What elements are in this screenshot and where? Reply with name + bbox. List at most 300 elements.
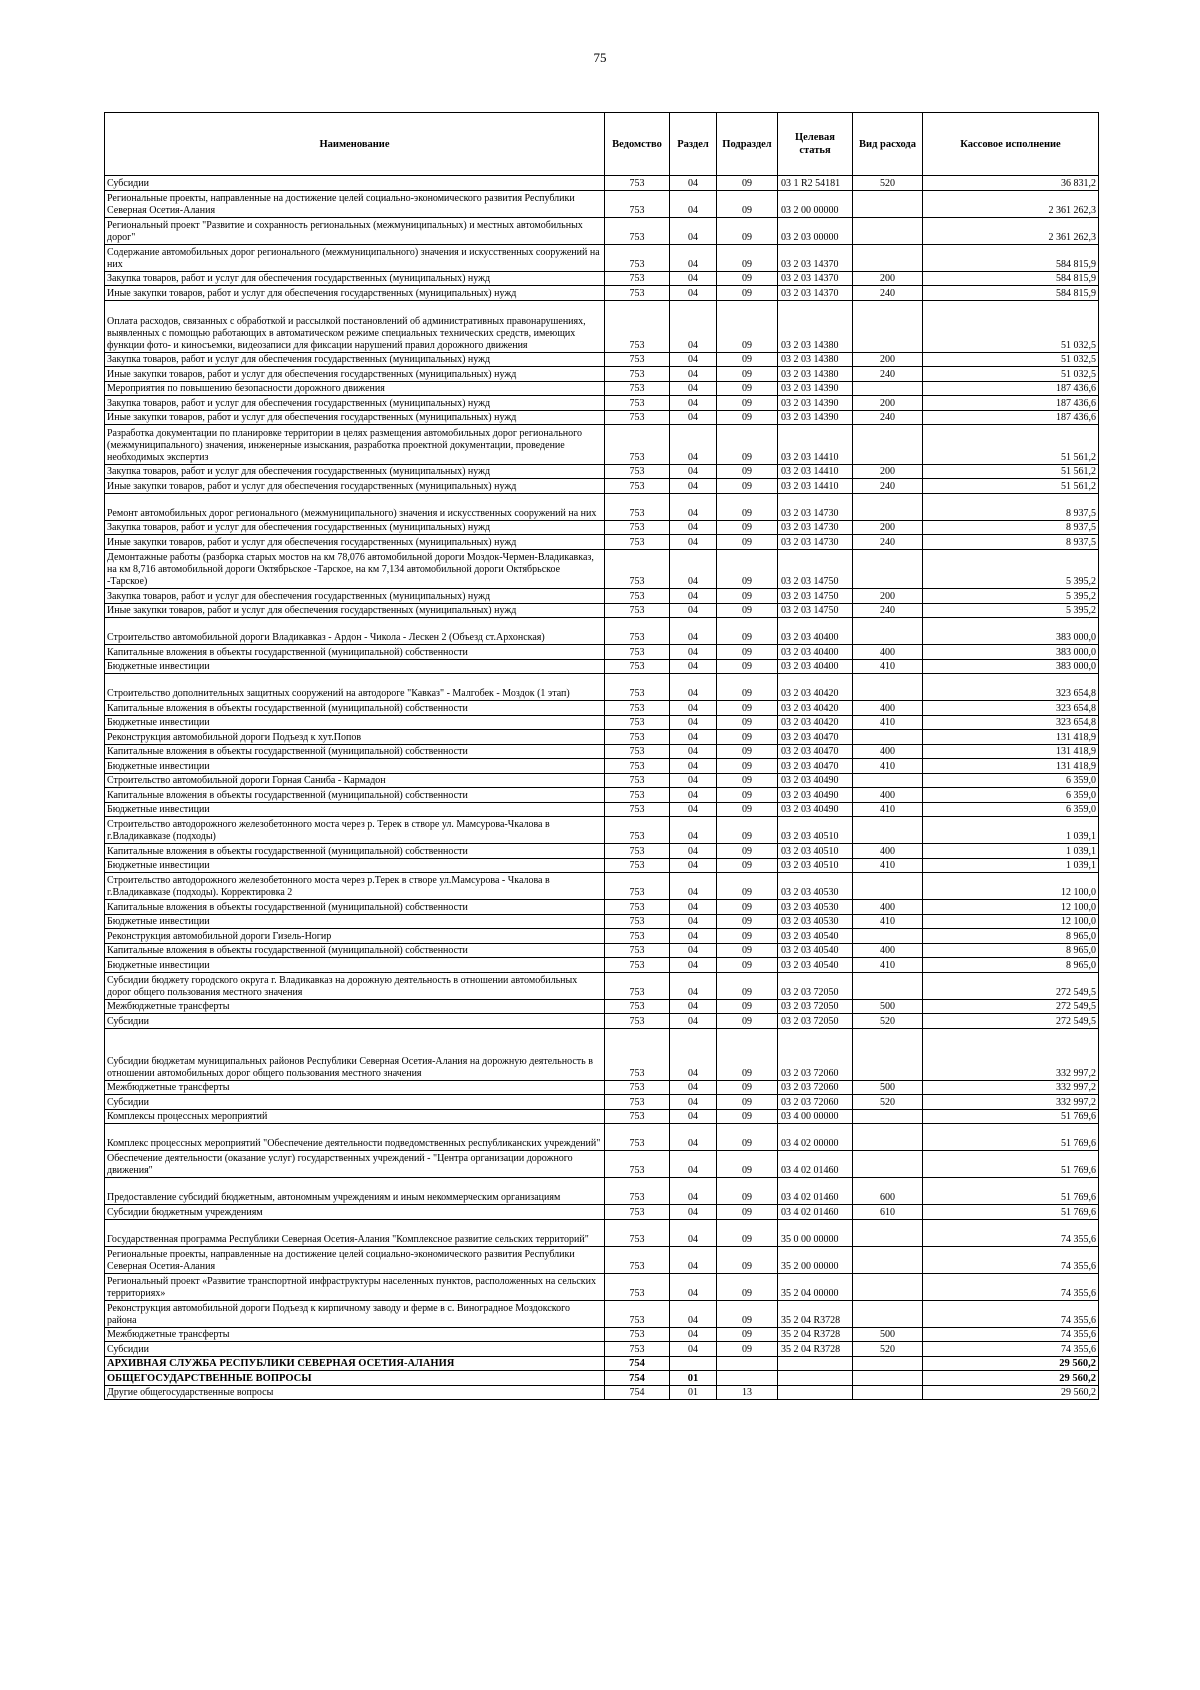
cell-expense-type [853,972,923,999]
table-row [105,217,1099,244]
cell-expense-type [853,300,923,352]
cell-cash-execution: 323 654,8 [923,674,1099,701]
cell-ved: 753 [605,1151,670,1178]
cell-name: Закупка товаров, работ и услуг для обеспечения государственных (муниципальных) нужд [105,352,605,367]
table-row [105,914,1099,929]
table-row [105,244,1099,271]
cell-expense-type: 240 [853,367,923,382]
cell-target-article: 35 0 00 00000 [778,1219,853,1246]
cell-cash-execution: 29 560,2 [923,1356,1099,1371]
cell-ved: 753 [605,943,670,958]
cell-razdel: 04 [670,1273,717,1300]
cell-expense-type [853,817,923,844]
cell-name: Бюджетные инвестиции [105,858,605,873]
table-row [105,1028,1099,1080]
cell-target-article: 03 2 03 40420 [778,674,853,701]
cell-name: Субсидии [105,1014,605,1029]
cell-ved: 753 [605,190,670,217]
cell-ved: 753 [605,1028,670,1080]
cell-ved: 753 [605,1219,670,1246]
cell-ved: 753 [605,715,670,730]
cell-expense-type [853,425,923,465]
table-row [105,773,1099,788]
cell-expense-type: 400 [853,844,923,859]
cell-razdel: 04 [670,929,717,944]
cell-target-article: 03 2 03 14370 [778,286,853,301]
cell-name: Межбюджетные трансферты [105,1327,605,1342]
cell-expense-type [853,1385,923,1400]
cell-podrazdel: 09 [717,1327,778,1342]
cell-expense-type: 400 [853,744,923,759]
cell-expense-type: 520 [853,1342,923,1357]
cell-cash-execution: 29 560,2 [923,1385,1099,1400]
cell-podrazdel: 09 [717,929,778,944]
table-row [105,958,1099,973]
header-expense-type: Вид расхода [853,113,923,176]
cell-target-article: 03 4 02 00000 [778,1124,853,1151]
cell-expense-type [853,381,923,396]
cell-razdel: 04 [670,535,717,550]
table-row [105,1219,1099,1246]
cell-expense-type: 400 [853,788,923,803]
cell-cash-execution: 51 561,2 [923,464,1099,479]
cell-podrazdel: 09 [717,244,778,271]
table-row [105,788,1099,803]
cell-expense-type: 200 [853,520,923,535]
cell-expense-type [853,493,923,520]
cell-podrazdel: 09 [717,1109,778,1124]
cell-cash-execution: 323 654,8 [923,715,1099,730]
cell-name: Капитальные вложения в объекты государственной (муниципальной) собственности [105,943,605,958]
budget-table-container [104,112,1098,1400]
cell-name: Бюджетные инвестиции [105,958,605,973]
table-row [105,410,1099,425]
cell-ved: 753 [605,674,670,701]
cell-cash-execution: 51 769,6 [923,1205,1099,1220]
cell-cash-execution: 383 000,0 [923,618,1099,645]
table-row [105,744,1099,759]
cell-podrazdel: 09 [717,701,778,716]
cell-podrazdel: 09 [717,410,778,425]
cell-razdel: 04 [670,1095,717,1110]
cell-name: АРХИВНАЯ СЛУЖБА РЕСПУБЛИКИ СЕВЕРНАЯ ОСЕТИЯ-АЛАНИЯ [105,1356,605,1371]
cell-ved: 753 [605,844,670,859]
cell-name: Закупка товаров, работ и услуг для обеспечения государственных (муниципальных) нужд [105,396,605,411]
cell-cash-execution: 74 355,6 [923,1342,1099,1357]
cell-target-article: 03 2 03 40400 [778,659,853,674]
cell-name: Региональные проекты, направленные на достижение целей социально-экономического развития Республики Северная Осетия-Алания [105,1246,605,1273]
cell-ved: 753 [605,352,670,367]
cell-podrazdel: 09 [717,190,778,217]
table-row [105,549,1099,589]
cell-expense-type: 240 [853,410,923,425]
cell-razdel: 04 [670,844,717,859]
cell-target-article: 03 4 02 01460 [778,1205,853,1220]
cell-razdel: 04 [670,352,717,367]
cell-cash-execution: 12 100,0 [923,873,1099,900]
cell-cash-execution: 74 355,6 [923,1327,1099,1342]
cell-expense-type [853,730,923,745]
cell-podrazdel: 09 [717,1095,778,1110]
cell-razdel: 04 [670,958,717,973]
cell-ved: 753 [605,1124,670,1151]
cell-name: Комплексы процессных мероприятий [105,1109,605,1124]
cell-razdel: 04 [670,999,717,1014]
table-row [105,645,1099,660]
cell-expense-type: 500 [853,1327,923,1342]
cell-cash-execution: 1 039,1 [923,844,1099,859]
cell-cash-execution: 131 418,9 [923,730,1099,745]
cell-expense-type [853,1356,923,1371]
cell-razdel: 04 [670,520,717,535]
table-row [105,1205,1099,1220]
cell-target-article: 03 4 02 01460 [778,1151,853,1178]
cell-podrazdel: 09 [717,999,778,1014]
cell-ved: 753 [605,464,670,479]
cell-ved: 753 [605,802,670,817]
cell-cash-execution: 383 000,0 [923,645,1099,660]
cell-target-article: 03 2 03 72050 [778,999,853,1014]
cell-target-article: 03 2 03 40470 [778,730,853,745]
cell-expense-type: 200 [853,464,923,479]
header-podrazdel: Подраздел [717,113,778,176]
cell-name: Содержание автомобильных дорог регионального (межмуниципального) значения и искусственных сооружений на них [105,244,605,271]
cell-name: Региональные проекты, направленные на достижение целей социально-экономического развития Республики Северная Осетия-Алания [105,190,605,217]
cell-cash-execution: 272 549,5 [923,1014,1099,1029]
cell-podrazdel: 09 [717,1080,778,1095]
cell-cash-execution: 5 395,2 [923,549,1099,589]
cell-podrazdel: 09 [717,759,778,774]
cell-ved: 753 [605,1246,670,1273]
header-target-article: Целевая статья [778,113,853,176]
cell-expense-type: 410 [853,858,923,873]
cell-podrazdel: 09 [717,1014,778,1029]
cell-cash-execution: 12 100,0 [923,900,1099,915]
table-row [105,1124,1099,1151]
cell-target-article: 03 4 00 00000 [778,1109,853,1124]
cell-razdel: 04 [670,410,717,425]
cell-podrazdel: 09 [717,773,778,788]
cell-target-article: 03 2 03 14380 [778,300,853,352]
cell-razdel: 04 [670,381,717,396]
cell-name: Ремонт автомобильных дорог регионального (межмуниципального) значения и искусственных сооружений на них [105,493,605,520]
cell-ved: 753 [605,900,670,915]
cell-ved: 753 [605,381,670,396]
cell-ved: 754 [605,1356,670,1371]
table-row [105,493,1099,520]
table-row [105,759,1099,774]
cell-razdel: 01 [670,1371,717,1386]
cell-name: Строительство автодорожного железобетонного моста через р.Терек в створе ул.Мамсурова - Чкалова в г.Владикавказе (подходы). Корректировка 2 [105,873,605,900]
cell-cash-execution: 36 831,2 [923,176,1099,191]
cell-expense-type [853,1124,923,1151]
cell-razdel: 04 [670,549,717,589]
table-row [105,381,1099,396]
cell-target-article: 03 2 03 40510 [778,817,853,844]
cell-cash-execution: 187 436,6 [923,396,1099,411]
table-body [105,176,1099,1400]
cell-name: Реконструкция автомобильной дороги Подъезд к хут.Попов [105,730,605,745]
cell-podrazdel: 09 [717,520,778,535]
cell-podrazdel: 09 [717,493,778,520]
cell-expense-type: 500 [853,999,923,1014]
cell-razdel: 01 [670,1385,717,1400]
cell-expense-type: 400 [853,943,923,958]
cell-podrazdel: 09 [717,858,778,873]
cell-ved: 753 [605,817,670,844]
cell-ved: 753 [605,999,670,1014]
table-row [105,396,1099,411]
cell-ved: 753 [605,744,670,759]
table-row [105,1273,1099,1300]
cell-podrazdel: 09 [717,396,778,411]
cell-target-article: 35 2 04 R3728 [778,1300,853,1327]
cell-target-article: 03 2 03 14750 [778,589,853,604]
cell-ved: 753 [605,759,670,774]
cell-cash-execution: 332 997,2 [923,1080,1099,1095]
cell-ved: 753 [605,217,670,244]
cell-cash-execution: 272 549,5 [923,972,1099,999]
table-row [105,999,1099,1014]
cell-razdel: 04 [670,873,717,900]
cell-name: Субсидии бюджетным учреждениям [105,1205,605,1220]
cell-podrazdel: 09 [717,674,778,701]
cell-cash-execution: 51 032,5 [923,300,1099,352]
cell-cash-execution: 6 359,0 [923,802,1099,817]
cell-name: Иные закупки товаров, работ и услуг для обеспечения государственных (муниципальных) нужд [105,479,605,494]
cell-expense-type: 200 [853,396,923,411]
cell-razdel: 04 [670,1300,717,1327]
cell-target-article: 03 2 00 00000 [778,190,853,217]
table-row [105,1014,1099,1029]
cell-expense-type [853,549,923,589]
cell-cash-execution: 5 395,2 [923,603,1099,618]
table-row [105,858,1099,873]
cell-expense-type [853,1371,923,1386]
cell-expense-type: 240 [853,535,923,550]
cell-name: Мероприятия по повышению безопасности дорожного движения [105,381,605,396]
cell-expense-type: 610 [853,1205,923,1220]
cell-expense-type: 400 [853,701,923,716]
cell-target-article: 03 2 03 40530 [778,914,853,929]
cell-razdel: 04 [670,788,717,803]
cell-razdel: 04 [670,715,717,730]
cell-podrazdel: 09 [717,1219,778,1246]
cell-target-article: 35 2 00 00000 [778,1246,853,1273]
cell-expense-type [853,1273,923,1300]
table-row [105,674,1099,701]
cell-podrazdel: 09 [717,381,778,396]
cell-name: Капитальные вложения в объекты государственной (муниципальной) собственности [105,900,605,915]
table-row [105,900,1099,915]
cell-name: Обеспечение деятельности (оказание услуг) государственных учреждений - "Центра организации дорожного движения" [105,1151,605,1178]
cell-expense-type: 240 [853,286,923,301]
cell-podrazdel: 13 [717,1385,778,1400]
cell-expense-type: 410 [853,802,923,817]
table-row [105,1178,1099,1205]
cell-target-article: 03 2 03 14380 [778,352,853,367]
cell-cash-execution: 272 549,5 [923,999,1099,1014]
cell-name: Государственная программа Республики Северная Осетия-Алания "Комплексное развитие сельских территорий" [105,1219,605,1246]
cell-name: Капитальные вложения в объекты государственной (муниципальной) собственности [105,701,605,716]
table-row [105,943,1099,958]
cell-razdel: 04 [670,1109,717,1124]
cell-podrazdel: 09 [717,425,778,465]
cell-podrazdel: 09 [717,176,778,191]
table-row [105,701,1099,716]
cell-razdel: 04 [670,914,717,929]
cell-razdel: 04 [670,217,717,244]
cell-name: Строительство дополнительных защитных сооружений на автодороге "Кавказ" - Малгобек - Моздок (1 этап) [105,674,605,701]
budget-table [104,112,1099,1400]
cell-ved: 753 [605,493,670,520]
cell-razdel: 04 [670,674,717,701]
cell-cash-execution: 323 654,8 [923,701,1099,716]
table-row [105,1342,1099,1357]
cell-ved: 753 [605,1342,670,1357]
cell-name: Межбюджетные трансферты [105,999,605,1014]
cell-expense-type: 410 [853,914,923,929]
cell-name: Строительство автомобильной дороги Владикавказ - Ардон - Чикола - Лескен 2 (Объезд ст.Архонская) [105,618,605,645]
cell-target-article: 03 2 03 72060 [778,1028,853,1080]
cell-target-article: 35 2 04 R3728 [778,1327,853,1342]
cell-expense-type [853,1219,923,1246]
cell-ved: 753 [605,410,670,425]
cell-expense-type [853,1300,923,1327]
cell-name: Субсидии бюджетам муниципальных районов Республики Северная Осетия-Алания на дорожную деятельность в отношении автомобильных дорог общего пользования местного значения [105,1028,605,1080]
cell-razdel: 04 [670,659,717,674]
cell-razdel: 04 [670,493,717,520]
cell-cash-execution: 51 561,2 [923,479,1099,494]
cell-name: Разработка документации по планировке территории в целях размещения автомобильных дорог регионального (межмуниципального) значения, инженерные изыскания, разработка проектной документации, проведение необходимых экспертиз [105,425,605,465]
cell-name: Бюджетные инвестиции [105,914,605,929]
cell-name: Строительство автодорожного железобетонного моста через р. Терек в створе ул. Мамсурова-Чкалова в г.Владикавказе (подходы) [105,817,605,844]
cell-expense-type: 200 [853,352,923,367]
cell-name: Иные закупки товаров, работ и услуг для обеспечения государственных (муниципальных) нужд [105,603,605,618]
cell-target-article: 03 2 03 40400 [778,645,853,660]
cell-podrazdel: 09 [717,1178,778,1205]
cell-razdel: 04 [670,858,717,873]
cell-ved: 753 [605,788,670,803]
cell-name: Бюджетные инвестиции [105,759,605,774]
cell-target-article: 03 2 03 14410 [778,479,853,494]
cell-ved: 753 [605,958,670,973]
cell-ved: 753 [605,1205,670,1220]
cell-podrazdel: 09 [717,730,778,745]
cell-name: Региональный проект "Развитие и сохранность региональных (межмуниципальных) и местных автомобильных дорог" [105,217,605,244]
cell-razdel: 04 [670,479,717,494]
cell-expense-type: 200 [853,589,923,604]
cell-target-article: 03 2 03 40490 [778,802,853,817]
cell-expense-type: 410 [853,958,923,973]
cell-ved: 754 [605,1371,670,1386]
cell-expense-type: 400 [853,645,923,660]
cell-razdel: 04 [670,603,717,618]
cell-podrazdel: 09 [717,1246,778,1273]
cell-cash-execution: 1 039,1 [923,858,1099,873]
cell-ved: 753 [605,367,670,382]
cell-target-article: 03 2 03 40510 [778,858,853,873]
cell-razdel: 04 [670,802,717,817]
table-row [105,1109,1099,1124]
cell-cash-execution: 74 355,6 [923,1300,1099,1327]
cell-ved: 753 [605,645,670,660]
table-row [105,352,1099,367]
cell-expense-type: 240 [853,603,923,618]
cell-podrazdel: 09 [717,817,778,844]
cell-razdel: 04 [670,1028,717,1080]
cell-name: Закупка товаров, работ и услуг для обеспечения государственных (муниципальных) нужд [105,271,605,286]
cell-target-article: 03 2 03 40530 [778,873,853,900]
table-row [105,603,1099,618]
cell-cash-execution: 131 418,9 [923,759,1099,774]
cell-target-article: 03 2 03 40470 [778,744,853,759]
cell-cash-execution: 6 359,0 [923,788,1099,803]
cell-name: Межбюджетные трансферты [105,1080,605,1095]
table-row [105,844,1099,859]
cell-podrazdel: 09 [717,1151,778,1178]
cell-expense-type: 410 [853,759,923,774]
cell-razdel: 04 [670,425,717,465]
cell-name: Закупка товаров, работ и услуг для обеспечения государственных (муниципальных) нужд [105,464,605,479]
table-row [105,367,1099,382]
table-row [105,715,1099,730]
cell-name: Другие общегосударственные вопросы [105,1385,605,1400]
cell-ved: 753 [605,701,670,716]
cell-podrazdel: 09 [717,972,778,999]
cell-ved: 754 [605,1385,670,1400]
cell-expense-type: 400 [853,900,923,915]
cell-expense-type [853,873,923,900]
cell-razdel: 04 [670,730,717,745]
cell-razdel: 04 [670,176,717,191]
cell-razdel: 04 [670,773,717,788]
cell-cash-execution: 383 000,0 [923,659,1099,674]
table-row [105,972,1099,999]
cell-podrazdel: 09 [717,535,778,550]
cell-cash-execution: 187 436,6 [923,410,1099,425]
cell-expense-type [853,1151,923,1178]
cell-target-article: 03 2 03 14730 [778,535,853,550]
cell-expense-type: 410 [853,659,923,674]
cell-razdel: 04 [670,464,717,479]
table-row [105,1385,1099,1400]
cell-target-article: 03 2 03 14410 [778,425,853,465]
cell-podrazdel: 09 [717,1028,778,1080]
cell-target-article [778,1385,853,1400]
cell-podrazdel: 09 [717,464,778,479]
table-row [105,464,1099,479]
cell-name: Иные закупки товаров, работ и услуг для обеспечения государственных (муниципальных) нужд [105,286,605,301]
cell-cash-execution: 187 436,6 [923,381,1099,396]
cell-cash-execution: 2 361 262,3 [923,217,1099,244]
cell-ved: 753 [605,1014,670,1029]
cell-cash-execution: 332 997,2 [923,1095,1099,1110]
table-row [105,618,1099,645]
cell-razdel: 04 [670,943,717,958]
cell-podrazdel: 09 [717,844,778,859]
cell-cash-execution: 332 997,2 [923,1028,1099,1080]
cell-podrazdel [717,1356,778,1371]
cell-podrazdel: 09 [717,300,778,352]
cell-expense-type: 500 [853,1080,923,1095]
page-number: 75 [593,50,607,65]
cell-ved: 753 [605,1273,670,1300]
cell-podrazdel: 09 [717,479,778,494]
cell-expense-type: 240 [853,479,923,494]
cell-ved: 753 [605,730,670,745]
cell-target-article: 03 2 03 14730 [778,493,853,520]
